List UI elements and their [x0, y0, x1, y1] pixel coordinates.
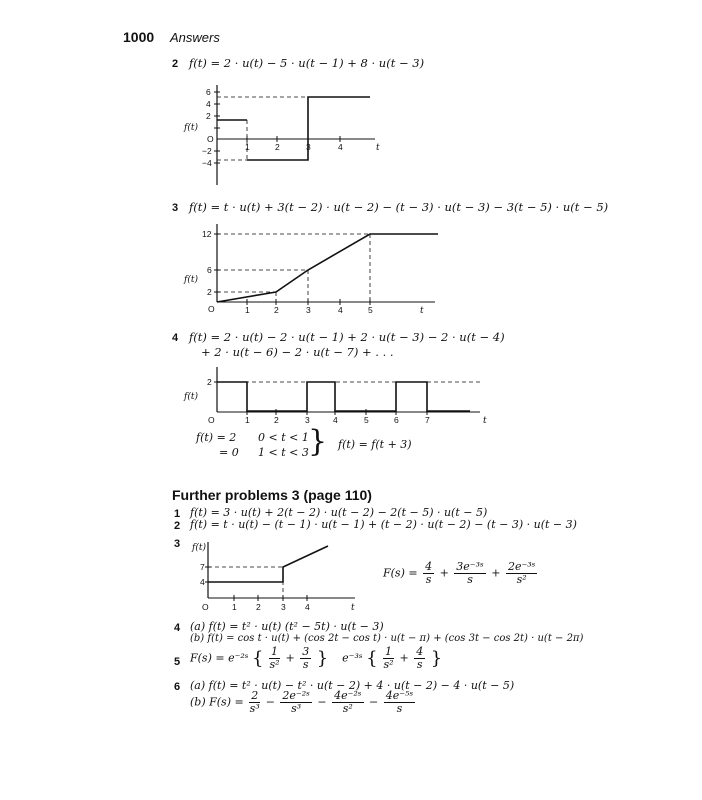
- fraction: $\frac{3}{s}$: [302, 645, 310, 671]
- g2-y-tick: 12: [202, 229, 212, 239]
- graph-step-function-2: [180, 80, 410, 190]
- g3-origin: O: [208, 415, 215, 425]
- further-2-number: 2: [174, 520, 181, 532]
- further-3-number: 3: [174, 538, 181, 550]
- g1-y-tick: 2: [206, 111, 211, 121]
- problem-4-equation-line1: f(t) = 2 · u(t) − 2 · u(t − 1) + 2 · u(t − 3) − 2 · u(t − 4): [189, 330, 505, 344]
- graph-square-wave-4: [180, 365, 500, 431]
- g4-x-tick: 2: [256, 602, 261, 612]
- further-4a-equation: (a) f(t) = t² · u(t) (t² − 5t) · u(t − 3): [190, 620, 384, 633]
- graph-ramp-function-3: [180, 220, 440, 315]
- g2-x-tick: 5: [368, 305, 373, 315]
- periodic-relation: f(t) = f(t + 3): [338, 438, 412, 451]
- fraction: $\frac{\text{2e⁻³ˢ}}{\text{s²}}$: [507, 560, 536, 586]
- piecewise-a-condition: 0 < t < 1: [258, 431, 309, 444]
- page-title: Answers: [170, 30, 220, 45]
- problem-4-equation-line2: + 2 · u(t − 6) − 2 · u(t − 7) + . . .: [201, 345, 394, 359]
- further-1-number: 1: [174, 508, 181, 520]
- g1-y-tick: −4: [202, 158, 212, 168]
- g2-x-tick: 4: [338, 305, 343, 315]
- g3-x-tick: 7: [425, 415, 430, 425]
- g2-xlabel: t: [420, 306, 424, 315]
- g1-ylabel: f(t): [184, 123, 198, 133]
- section-heading: Further problems 3 (page 110): [172, 487, 372, 503]
- g3-x-tick: 4: [333, 415, 338, 425]
- fraction: $\frac{1}{\text{s²}}$: [269, 645, 280, 671]
- further-4-number: 4: [174, 622, 181, 634]
- fraction: $\frac{\text{4e⁻²ˢ}}{\text{s²}}$: [334, 689, 362, 715]
- g1-x-tick: 1: [245, 142, 250, 152]
- g3-x-tick: 3: [305, 415, 310, 425]
- problem-3-equation: f(t) = t · u(t) + 3(t − 2) · u(t − 2) − (t − 3) · u(t − 3) − 3(t − 5) · u(t − 5): [189, 200, 609, 214]
- g2-ylabel: f(t): [184, 275, 198, 285]
- page-number: 1000: [123, 29, 155, 45]
- fraction: $\frac{1}{\text{s²}}$: [383, 645, 394, 671]
- g1-x-tick: 2: [275, 142, 280, 152]
- fraction: $\frac{\text{3e⁻³ˢ}}{s}$: [456, 560, 484, 586]
- g2-y-tick: 2: [207, 287, 212, 297]
- problem-2-equation: f(t) = 2 · u(t) − 5 · u(t − 1) + 8 · u(t − 3): [189, 56, 425, 70]
- g1-xlabel: t: [376, 143, 380, 153]
- g3-x-tick: 2: [274, 415, 279, 425]
- g4-x-tick: 1: [232, 602, 237, 612]
- g4-origin: O: [202, 602, 209, 612]
- g2-origin: O: [208, 304, 215, 314]
- further-5-number: 5: [174, 656, 181, 668]
- g1-y-tick: −2: [202, 146, 212, 156]
- g4-x-tick: 4: [305, 602, 310, 612]
- fraction: $\frac{\text{2e⁻²ˢ}}{\text{s³}}$: [282, 689, 310, 715]
- further-5-transform: F(s) = e⁻²ˢ { $\frac{1}{\text{s²}}$ + $\frac{3}{s}$ } e⁻³ˢ { $\frac{1}{\text{s²}}$ + $\frac{4}{s}$ }: [190, 645, 443, 671]
- further-3-lhs: F(s) =: [383, 566, 418, 580]
- g3-x-tick: 1: [245, 415, 250, 425]
- g2-y-tick: 6: [207, 265, 212, 275]
- g3-x-tick: 5: [364, 415, 369, 425]
- piecewise-a: f(t) = 2: [196, 431, 237, 444]
- g2-x-tick: 1: [245, 305, 250, 315]
- graph-further-3: [180, 538, 370, 616]
- g1-y-tick: 6: [206, 87, 211, 97]
- piecewise-brace: }: [308, 424, 328, 459]
- g3-y-tick: 2: [207, 377, 212, 387]
- g4-xlabel: t: [351, 603, 355, 613]
- fraction: $\frac{4}{s}$: [416, 645, 424, 671]
- g1-x-tick: 4: [338, 142, 343, 152]
- problem-2-number: 2: [172, 58, 179, 70]
- further-4b-equation: (b) f(t) = cos t · u(t) + (cos 2t − cos t) · u(t − π) + (cos 3t − cos 2t) · u(t − 2π): [190, 633, 584, 644]
- further-6a-equation: (a) f(t) = t² · u(t) − t² · u(t − 2) + 4 · u(t − 2) − 4 · u(t − 5): [190, 679, 515, 692]
- further-6b-transform: (b) F(s) = $\frac{2}{\text{s³}}$ − $\frac{\text{2e⁻²ˢ}}{\text{s³}}$ − $\frac{\text{4e⁻²ˢ}}{\text{s²}}$ − $\frac{\text{4e⁻⁵ˢ}}{s}$: [190, 689, 414, 715]
- further-3-transform: F(s) = $\frac{4}{s}$ + $\frac{\text{3e⁻³ˢ}}{s}$ + $\frac{\text{2e⁻³ˢ}}{\text{s²}}$: [383, 560, 536, 586]
- g3-ylabel: f(t): [184, 392, 198, 402]
- g1-origin: O: [207, 134, 214, 144]
- g2-x-tick: 3: [306, 305, 311, 315]
- problem-3-number: 3: [172, 202, 179, 214]
- fraction: $\frac{4}{s}$: [425, 560, 433, 586]
- g3-xlabel: t: [483, 416, 487, 426]
- g4-x-tick: 3: [281, 602, 286, 612]
- g2-x-tick: 2: [274, 305, 279, 315]
- g1-x-tick: 3: [306, 142, 311, 152]
- piecewise-b: = 0: [219, 446, 239, 459]
- g4-y-tick: 7: [200, 562, 205, 572]
- further-2-equation: f(t) = t · u(t) − (t − 1) · u(t − 1) + (t − 2) · u(t − 2) − (t − 3) · u(t − 3): [190, 518, 577, 531]
- problem-4-number: 4: [172, 332, 179, 344]
- g3-x-tick: 6: [394, 415, 399, 425]
- g4-y-tick: 4: [200, 577, 205, 587]
- g4-ylabel: f(t): [192, 543, 206, 553]
- g1-y-tick: 4: [206, 99, 211, 109]
- further-1-equation: f(t) = 3 · u(t) + 2(t − 2) · u(t − 2) − 2(t − 5) · u(t − 5): [190, 506, 488, 519]
- further-6-number: 6: [174, 681, 181, 693]
- fraction: $\frac{2}{\text{s³}}$: [249, 689, 260, 715]
- fraction: $\frac{\text{4e⁻⁵ˢ}}{s}$: [385, 689, 414, 715]
- piecewise-b-condition: 1 < t < 3: [258, 446, 309, 459]
